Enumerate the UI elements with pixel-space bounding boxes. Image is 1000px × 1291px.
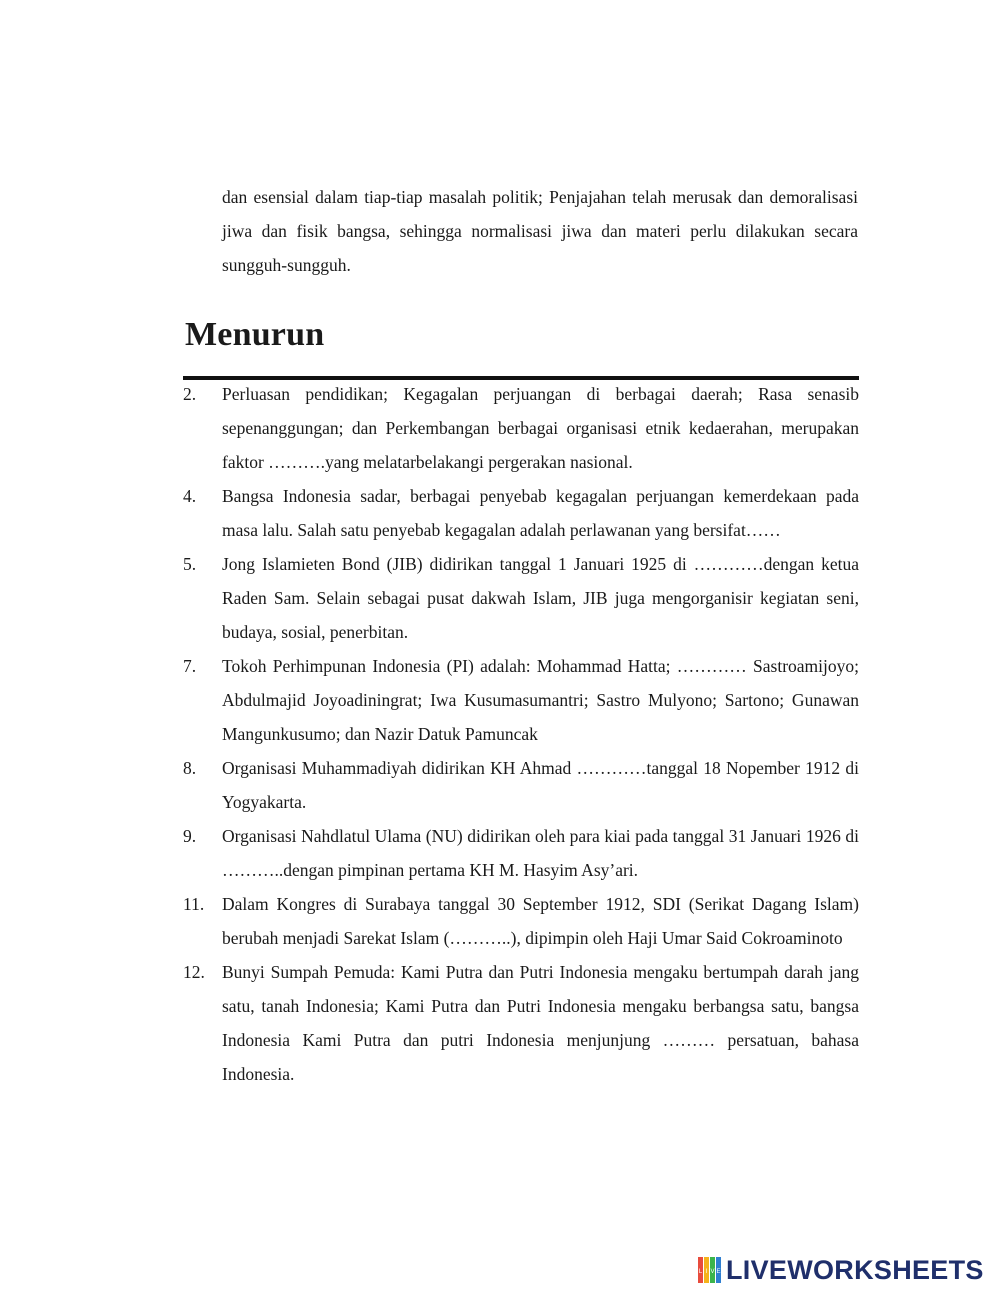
question-item: [183, 955, 859, 1091]
question-item: [183, 751, 859, 819]
question-number: 8.: [183, 758, 197, 778]
question-text: Bunyi Sumpah Pemuda: Kami Putra dan Putri Indonesia mengaku bertumpah darah jang satu, tanah Indonesia; Kami Putra dan Putri Indonesia mengaku berbangsa satu, bangsa Indonesia Kami Putra dan putri Indonesia menjunjung ……… persatuan, bahasa Indonesia.: [222, 962, 859, 1084]
question-number: 2.: [183, 384, 197, 404]
question-text: Bangsa Indonesia sadar, berbagai penyebab kegagalan perjuangan kemerdekaan pada masa lalu. Salah satu penyebab kegagalan adalah perlawanan yang bersifat……: [222, 486, 859, 540]
question-item: [183, 479, 859, 547]
question-text: Perluasan pendidikan; Kegagalan perjuangan di berbagai daerah; Rasa senasib sepenanggungan; dan Perkembangan berbagai organisasi etnik kedaerahan, merupakan faktor ……….yang melatarbelakangi pergerakan nasional.: [222, 384, 859, 472]
question-number: 7.: [183, 656, 197, 676]
brand-name: LIVEWORKSHEETS: [726, 1254, 984, 1285]
question-list: [183, 377, 859, 1091]
question-number: 12.: [183, 962, 205, 982]
question-item: [183, 547, 859, 649]
question-number: 5.: [183, 554, 197, 574]
svg-text:L: L: [698, 1269, 703, 1275]
intro-paragraph: dan esensial dalam tiap-tiap masalah politik; Penjajahan telah merusak dan demoralisasi jiwa dan fisik bangsa, sehingga normalisasi jiwa dan materi perlu dilakukan secara sungguh-sungguh.: [222, 187, 858, 275]
question-item: [183, 649, 859, 751]
svg-text:I: I: [705, 1269, 708, 1275]
question-item: [183, 819, 859, 887]
liveworksheets-logo-icon: [698, 1257, 722, 1283]
question-text: Tokoh Perhimpunan Indonesia (PI) adalah: Mohammad Hatta; ………… Sastroamijoyo; Abdulmajid Joyoadiningrat; Iwa Kusumasumantri; Sastro Mulyono; Sartono; Gunawan Mangunkusumo; dan Nazir Datuk Pamuncak: [222, 656, 859, 744]
svg-text:V: V: [710, 1269, 715, 1275]
question-number: 11.: [183, 894, 205, 914]
question-text: Organisasi Muhammadiyah didirikan KH Ahmad …………tanggal 18 Nopember 1912 di Yogyakarta.: [222, 758, 859, 812]
question-item: [183, 377, 859, 479]
liveworksheets-logo: [698, 1252, 984, 1288]
section-title: Menurun: [185, 316, 325, 353]
question-text: Organisasi Nahdlatul Ulama (NU) didirikan oleh para kiai pada tanggal 31 Januari 1926 di ………..dengan pimpinan pertama KH M. Hasyim Asy’ari.: [222, 826, 859, 880]
question-number: 4.: [183, 486, 197, 506]
svg-text:E: E: [716, 1269, 721, 1275]
question-item: [183, 887, 859, 955]
question-number: 9.: [183, 826, 197, 846]
question-text: Jong Islamieten Bond (JIB) didirikan tanggal 1 Januari 1925 di …………dengan ketua Raden Sam. Selain sebagai pusat dakwah Islam, JIB juga mengorganisir kegiatan seni, budaya, sosial, penerbitan.: [222, 554, 859, 642]
question-text: Dalam Kongres di Surabaya tanggal 30 September 1912, SDI (Serikat Dagang Islam) berubah menjadi Sarekat Islam (………..), dipimpin oleh Haji Umar Said Cokroaminoto: [222, 894, 859, 948]
